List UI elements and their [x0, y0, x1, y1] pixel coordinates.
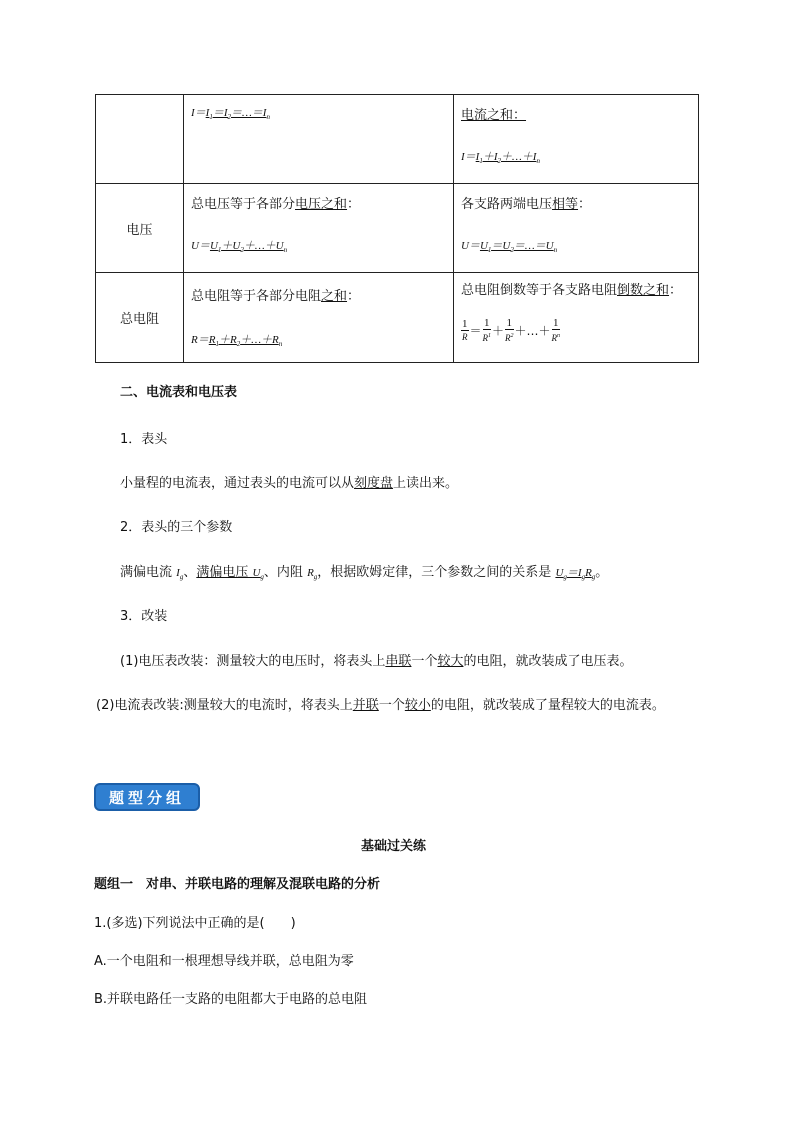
parallel-resistance-formula: $\frac{1}{R}$ ＝ $\frac{1}{R^1}$ ＋ $\frac{1}{R^2}$ ＋…＋ $\frac{1}{R^n}$	[462, 317, 561, 343]
circuit-comparison-table	[95, 94, 699, 363]
item3-voltmeter: (1)电压表改装：测量较大的电压时，将表头上串联一个较大的电阻，就改装成了电压表。	[120, 654, 633, 669]
table-row-current	[96, 95, 699, 184]
series-voltage-cell	[184, 184, 454, 273]
series-voltage-text: 总电压等于各部分电压之和：	[191, 197, 361, 212]
series-current-cell	[184, 95, 454, 184]
parallel-current-cell	[454, 95, 699, 184]
option-a: A.一个电阻和一根理想导线并联，总电阻为零	[94, 954, 354, 969]
row-label-resistance: 总电阻	[96, 273, 184, 363]
parallel-current-formula: $I=I_1+I_2+\dots+I_n$	[461, 151, 540, 166]
row-label-voltage: 电压	[96, 184, 184, 273]
series-voltage-formula: $U=U_1+U_2+\dots+U_n$	[191, 240, 288, 255]
item2-title: 2．表头的三个参数	[120, 520, 233, 535]
parallel-current-title: 电流之和：	[461, 108, 527, 123]
series-resistance-text: 总电阻等于各部分电阻之和：	[191, 289, 361, 304]
parallel-resistance-text: 总电阻倒数等于各支路电阻倒数之和：	[461, 283, 683, 298]
question-1: 1.(多选)下列说法中正确的是( )	[94, 916, 296, 931]
series-current-formula: $I=I_1=I_2=\dots=I_n$	[191, 107, 270, 122]
section-heading: 二、电流表和电压表	[120, 385, 238, 400]
parallel-voltage-text: 各支路两端电压相等：	[461, 197, 592, 212]
row-label-current	[96, 95, 184, 184]
series-resistance-formula: $R=R_1+R_2+\dots+R_n$	[191, 334, 283, 349]
practice-title: 基础过关练	[361, 839, 427, 854]
item1-text: 小量程的电流表，通过表头的电流可以从刻度盘上读出来。	[120, 476, 459, 491]
option-b: B.并联电路任一支路的电阻都大于电路的总电阻	[94, 992, 368, 1007]
group-title: 题组一 对串、并联电路的理解及混联电路的分析	[94, 877, 381, 892]
item2-text: 满偏电流 $I_g$、满偏电压 $U_g$、内阻 $R_g$，根据欧姆定律，三个参数之间的关系是 $U_g=I_gR_g$。	[120, 565, 609, 582]
parallel-voltage-cell	[454, 184, 699, 273]
parallel-voltage-formula: $U=U_1=U_2=\dots=U_n$	[461, 240, 558, 255]
parallel-resistance-cell	[454, 273, 699, 363]
series-resistance-cell	[184, 273, 454, 363]
item3-title: 3．改装	[120, 609, 168, 624]
item1-title: 1．表头	[120, 432, 168, 447]
question-type-badge: 题型分组	[94, 783, 200, 811]
item3-ammeter: (2)电流表改装:测量较大的电流时，将表头上并联一个较小的电阻，就改装成了量程较大的电流表。	[96, 698, 665, 713]
table-row-resistance	[96, 273, 699, 363]
table-row-voltage	[96, 184, 699, 273]
